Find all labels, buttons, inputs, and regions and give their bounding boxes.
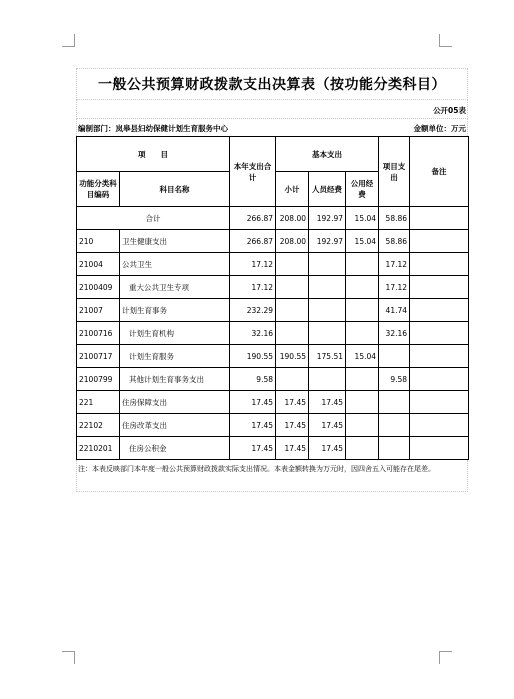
project-cell: 17.12: [379, 276, 410, 299]
header-public: 公用经费: [346, 172, 379, 207]
form-code: 公开05表: [433, 106, 466, 115]
code-cell: 221: [77, 391, 120, 414]
remark-cell: [410, 322, 469, 345]
unit-label: 金额单位：万元: [413, 124, 466, 133]
header-personnel: 人员经费: [309, 172, 346, 207]
table-row: [77, 391, 469, 414]
table-row: [77, 276, 469, 299]
header-total: 本年支出合计: [230, 137, 276, 207]
personnel-cell: 17.45: [309, 391, 346, 414]
table-row: [77, 345, 469, 368]
project-cell: [379, 345, 410, 368]
code-cell: 2100409: [77, 276, 120, 299]
total-cell: 190.55: [230, 345, 276, 368]
personnel-cell: [309, 322, 346, 345]
remark-cell: [410, 414, 469, 437]
public-cell: [346, 299, 379, 322]
total-cell: 232.29: [230, 299, 276, 322]
project-cell: 9.58: [379, 368, 410, 391]
header-basic: 基本支出: [276, 137, 379, 172]
project-cell: [379, 391, 410, 414]
remark-cell: [410, 230, 469, 253]
crop-mark-top-left: [62, 34, 75, 47]
table-row: [77, 299, 469, 322]
subtotal-cell: 190.55: [276, 345, 309, 368]
project-cell: 58.86: [379, 207, 410, 230]
total-cell: 17.12: [230, 253, 276, 276]
project-cell: 32.16: [379, 322, 410, 345]
crop-mark-bottom-left: [62, 651, 75, 664]
name-cell: 计划生育服务: [120, 345, 230, 368]
subtotal-cell: [276, 299, 309, 322]
remark-cell: [410, 276, 469, 299]
name-cell: 重大公共卫生专项: [120, 276, 230, 299]
total-cell: 17.45: [230, 391, 276, 414]
code-cell: 2100799: [77, 368, 120, 391]
expenditure-table: [76, 136, 469, 460]
total-cell: 32.16: [230, 322, 276, 345]
remark-cell: [410, 368, 469, 391]
table-row: [77, 253, 469, 276]
name-cell: 计划生育机构: [120, 322, 230, 345]
remark-cell: [410, 391, 469, 414]
table-row: [77, 368, 469, 391]
title-row: [76, 68, 468, 100]
personnel-cell: [309, 253, 346, 276]
subtotal-cell: 17.45: [276, 391, 309, 414]
public-cell: [346, 414, 379, 437]
remark-cell: [410, 207, 469, 230]
total-cell: 17.45: [230, 414, 276, 437]
total-label: 合计: [77, 207, 230, 230]
public-cell: 15.04: [346, 345, 379, 368]
crop-mark-top-right: [439, 34, 452, 47]
subtotal-cell: [276, 253, 309, 276]
remark-cell: [410, 437, 469, 460]
code-cell: 2210201: [77, 437, 120, 460]
personnel-cell: 192.97: [309, 230, 346, 253]
subtotal-cell: 208.00: [276, 207, 309, 230]
code-cell: 210: [77, 230, 120, 253]
subtotal-cell: [276, 322, 309, 345]
name-cell: 其他计划生育事务支出: [120, 368, 230, 391]
org-label: 编制部门：岚皋县妇幼保健计划生育服务中心: [78, 124, 228, 133]
personnel-cell: [309, 276, 346, 299]
remark-cell: [410, 299, 469, 322]
subtotal-cell: 17.45: [276, 414, 309, 437]
public-cell: [346, 276, 379, 299]
total-row: [77, 207, 469, 230]
budget-sheet: [76, 68, 468, 492]
personnel-cell: 192.97: [309, 207, 346, 230]
project-cell: 41.74: [379, 299, 410, 322]
name-cell: 住房改革支出: [120, 414, 230, 437]
personnel-cell: 175.51: [309, 345, 346, 368]
total-cell: 266.87: [230, 207, 276, 230]
table-row: [77, 322, 469, 345]
remark-cell: [410, 253, 469, 276]
header-row-1: [77, 137, 469, 172]
total-cell: 17.45: [230, 437, 276, 460]
code-cell: 2100717: [77, 345, 120, 368]
total-cell: 9.58: [230, 368, 276, 391]
subtotal-cell: [276, 276, 309, 299]
public-cell: 15.04: [346, 230, 379, 253]
personnel-cell: 17.45: [309, 414, 346, 437]
header-name: 科目名称: [120, 172, 230, 207]
name-cell: 卫生健康支出: [120, 230, 230, 253]
name-cell: 公共卫生: [120, 253, 230, 276]
crop-mark-bottom-right: [439, 651, 452, 664]
code-cell: 21004: [77, 253, 120, 276]
subtotal-cell: [276, 368, 309, 391]
personnel-cell: 17.45: [309, 437, 346, 460]
code-cell: 2100716: [77, 322, 120, 345]
personnel-cell: [309, 299, 346, 322]
public-cell: [346, 368, 379, 391]
project-cell: 58.86: [379, 230, 410, 253]
code-cell: 22102: [77, 414, 120, 437]
header-code: 功能分类科目编码: [77, 172, 120, 207]
name-cell: 住房公积金: [120, 437, 230, 460]
header-remark: 备注: [410, 137, 469, 207]
public-cell: [346, 437, 379, 460]
footnote: 注：本表反映部门本年度一般公共预算财政拨款实际支出情况。本表金额转换为万元时，因四舍五入可能存在尾差。: [76, 460, 468, 492]
public-cell: [346, 391, 379, 414]
public-cell: 15.04: [346, 207, 379, 230]
table-row: [77, 230, 469, 253]
subtotal-cell: 208.00: [276, 230, 309, 253]
remark-cell: [410, 345, 469, 368]
name-cell: 住房保障支出: [120, 391, 230, 414]
header-project: 项目支出: [379, 137, 410, 207]
table-body: [77, 230, 469, 460]
public-cell: [346, 322, 379, 345]
personnel-cell: [309, 368, 346, 391]
page-title: 一般公共预算财政拨款支出决算表（按功能分类科目）: [98, 77, 446, 93]
project-cell: 17.12: [379, 253, 410, 276]
meta-row: [76, 119, 468, 136]
public-cell: [346, 253, 379, 276]
total-cell: 17.12: [230, 276, 276, 299]
name-cell: 计划生育事务: [120, 299, 230, 322]
table-row: [77, 414, 469, 437]
project-cell: [379, 414, 410, 437]
header-item: 项 目: [77, 137, 230, 172]
form-code-row: [76, 100, 468, 119]
header-subtotal: 小计: [276, 172, 309, 207]
table-row: [77, 437, 469, 460]
total-cell: 266.87: [230, 230, 276, 253]
project-cell: [379, 437, 410, 460]
subtotal-cell: 17.45: [276, 437, 309, 460]
code-cell: 21007: [77, 299, 120, 322]
